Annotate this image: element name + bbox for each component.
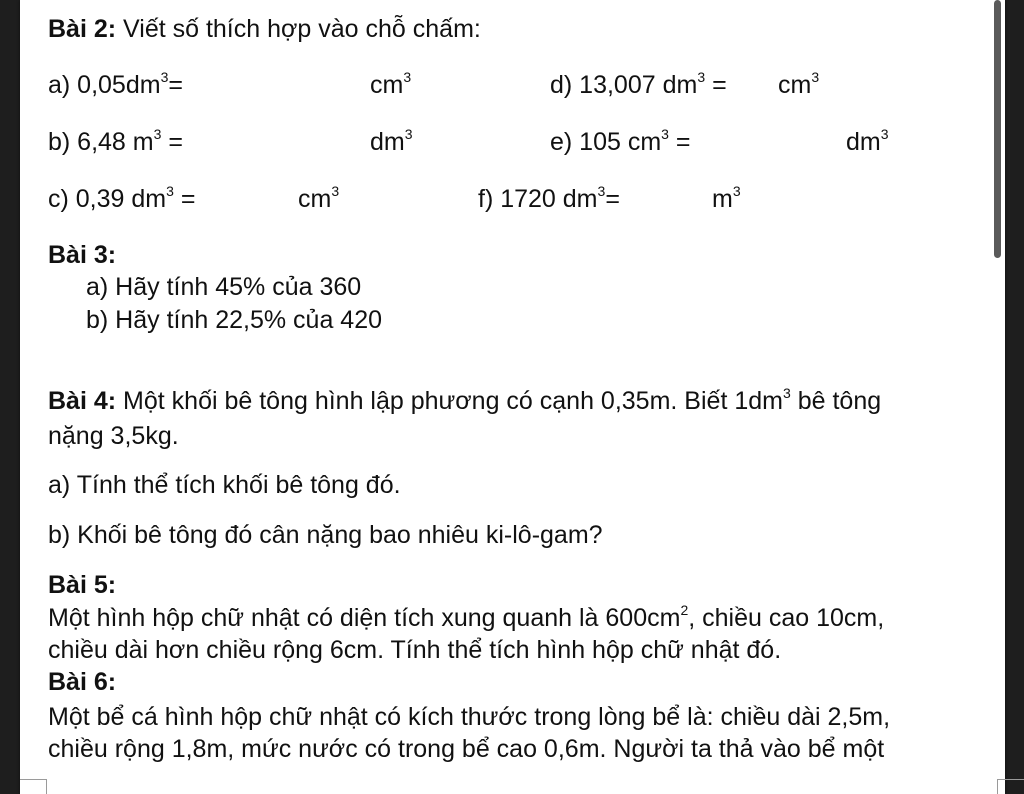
heading-text: Bài 6: [48,668,117,696]
item-label: b) 6,48 m [48,128,154,156]
exponent: 3 [811,69,820,85]
bai2-unit-d [778,70,819,100]
heading-text: Bài 5: [48,571,117,599]
exponent: 3 [732,183,741,199]
exponent: 3 [153,126,162,142]
exponent: 2 [680,602,689,618]
bai2-unit-a [370,70,411,100]
exponent: 3 [661,126,669,142]
equals: = [705,71,727,99]
bai4-line2: nặng 3,5kg. [48,422,179,450]
text: Một hình hộp chữ nhật có diện tích xung quanh là 600cm [48,604,681,632]
bai2-item-b [48,127,183,157]
bai3-item-b: b) Hãy tính 22,5% của 420 [86,306,383,334]
equals: = [168,71,183,99]
scrollbar-thumb[interactable] [994,0,1001,258]
bai2-unit-f [712,184,741,214]
unit: m [712,185,733,213]
item-label: e) 105 cm [550,128,662,156]
equals: = [605,185,620,213]
heading-text: Bài 3: [48,241,117,269]
equals: = [161,128,183,156]
unit: dm [846,128,881,156]
bai6-line1: Một bể cá hình hộp chữ nhật có kích thước trong lòng bể là: chiều dài 2,5m, [48,703,891,731]
text: Một khối bê tông hình lập phương có cạnh 0,35m. Biết 1dm [116,387,783,415]
text: , chiều cao 10cm, [688,604,885,632]
bai5-line2: chiều dài hơn chiều rộng 6cm. Tính thể tích hình hộp chữ nhật đó. [48,636,782,664]
unit: cm [778,71,812,99]
exponent: 3 [404,126,413,142]
bai2-unit-c [298,184,339,214]
page-corner-left [20,779,47,794]
bai2-unit-b [370,127,413,157]
bai2-item-c [48,184,195,214]
bai6-heading [48,667,116,697]
bai6-line2: chiều rộng 1,8m, mức nước có trong bể cao 0,6m. Người ta thả vào bể một [48,735,885,763]
exponent: 3 [160,69,169,85]
bai4-item-a: a) Tính thể tích khối bê tông đó. [48,471,401,499]
exponent: 3 [166,183,174,199]
bai3-item-a: a) Hãy tính 45% của 360 [86,273,362,301]
document-page [20,0,1005,794]
exponent: 3 [880,126,889,142]
page-corner-right [997,779,1024,794]
bai2-item-a [48,70,183,100]
equals: = [668,128,691,156]
item-label: a) 0,05dm [48,71,161,99]
bai2-text: Viết số thích hợp vào chỗ chấm: [116,15,481,43]
bai4-item-b: b) Khối bê tông đó cân nặng bao nhiêu ki-lô-gam? [48,521,603,549]
exponent: 3 [697,69,706,85]
text: bê tông [790,387,882,415]
bai2-item-f [478,184,620,214]
bai2-heading: Bài 2: [48,15,117,43]
bai5-line1 [48,603,884,633]
unit: cm [370,71,404,99]
bai3-heading [48,240,116,270]
unit: cm [298,185,332,213]
bai5-heading [48,570,116,600]
exponent: 3 [597,183,606,199]
bai4-line1 [48,386,881,416]
bai2-item-e [550,127,691,157]
exponent: 3 [782,385,791,401]
bai2-unit-e [846,127,889,157]
bai2-item-d [550,70,727,100]
exponent: 3 [403,69,412,85]
unit: dm [370,128,405,156]
item-label: f) 1720 dm [478,185,598,213]
equals: = [173,185,196,213]
item-label: d) 13,007 dm [550,71,698,99]
item-label: c) 0,39 dm [48,185,167,213]
bai2-title [48,14,481,44]
bai4-heading: Bài 4: [48,387,117,415]
exponent: 3 [331,183,340,199]
